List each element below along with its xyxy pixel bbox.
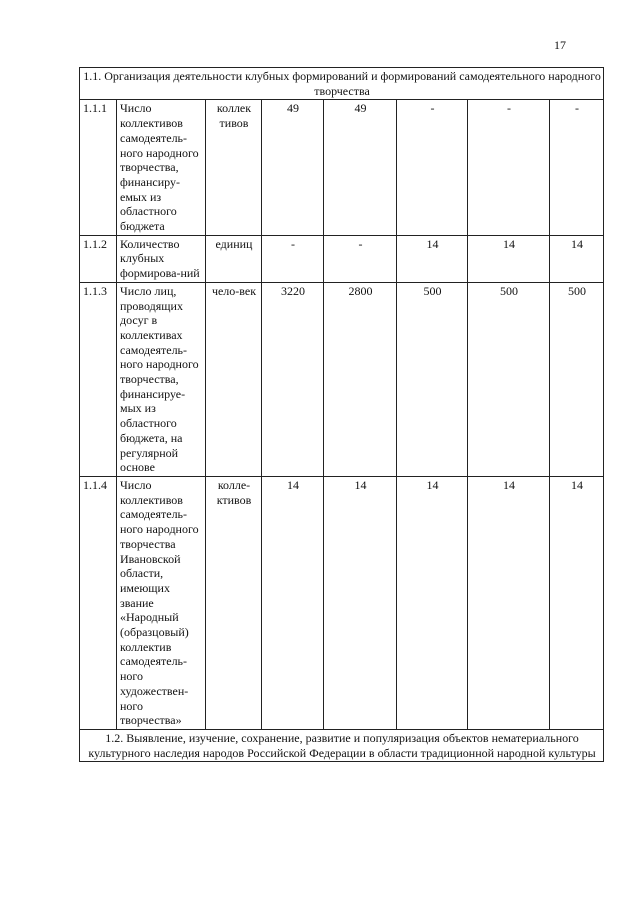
row-value: 500: [397, 282, 468, 476]
row-label: Число коллективов самодеятель-ного народного творчества Ивановской области, имеющих звание «Народный (образцовый) коллектив самодеятель-ного художествен-ного творчества»: [117, 476, 206, 729]
row-value: -: [324, 235, 397, 282]
indicators-table: [79, 67, 604, 762]
section-row-1-1: [80, 68, 604, 100]
row-number: 1.1.2: [80, 235, 117, 282]
row-unit: колле-ктивов: [206, 476, 262, 729]
row-label: Число коллективов самодеятель-ного народного творчества, финансиру-емых из областного бюджета: [117, 100, 206, 235]
row-value: 49: [324, 100, 397, 235]
row-value: -: [468, 100, 550, 235]
row-value: 500: [468, 282, 550, 476]
row-value: 14: [550, 235, 604, 282]
row-unit: единиц: [206, 235, 262, 282]
row-value: -: [550, 100, 604, 235]
table-row: [80, 476, 604, 729]
row-value: 14: [550, 476, 604, 729]
row-value: 2800: [324, 282, 397, 476]
row-unit: коллек тивов: [206, 100, 262, 235]
row-value: 14: [397, 235, 468, 282]
row-value: 14: [468, 476, 550, 729]
section-row-1-2: [80, 729, 604, 761]
row-number: 1.1.4: [80, 476, 117, 729]
row-value: 3220: [262, 282, 324, 476]
row-label: Количество клубных формирова-ний: [117, 235, 206, 282]
row-value: 500: [550, 282, 604, 476]
table-row: [80, 235, 604, 282]
row-label: Число лиц, проводящих досуг в коллективах самодеятель-ного народного творчества, финансируе-мых из областного бюджета, на регулярной основе: [117, 282, 206, 476]
row-value: -: [262, 235, 324, 282]
row-value: 14: [397, 476, 468, 729]
row-value: 14: [324, 476, 397, 729]
page-number: 17: [554, 38, 566, 52]
row-number: 1.1.1: [80, 100, 117, 235]
row-number: 1.1.3: [80, 282, 117, 476]
row-value: -: [397, 100, 468, 235]
table-row: [80, 100, 604, 235]
row-value: 14: [262, 476, 324, 729]
row-value: 14: [468, 235, 550, 282]
section-title-1-1: 1.1. Организация деятельности клубных формирований и формирований самодеятельного народного творчества: [80, 68, 604, 100]
row-unit: чело-век: [206, 282, 262, 476]
table-row: [80, 282, 604, 476]
section-title-1-2: 1.2. Выявление, изучение, сохранение, развитие и популяризация объектов нематериального культурного наследия народов Российской Федерации в области традиционной народной культуры: [80, 729, 604, 761]
row-value: 49: [262, 100, 324, 235]
